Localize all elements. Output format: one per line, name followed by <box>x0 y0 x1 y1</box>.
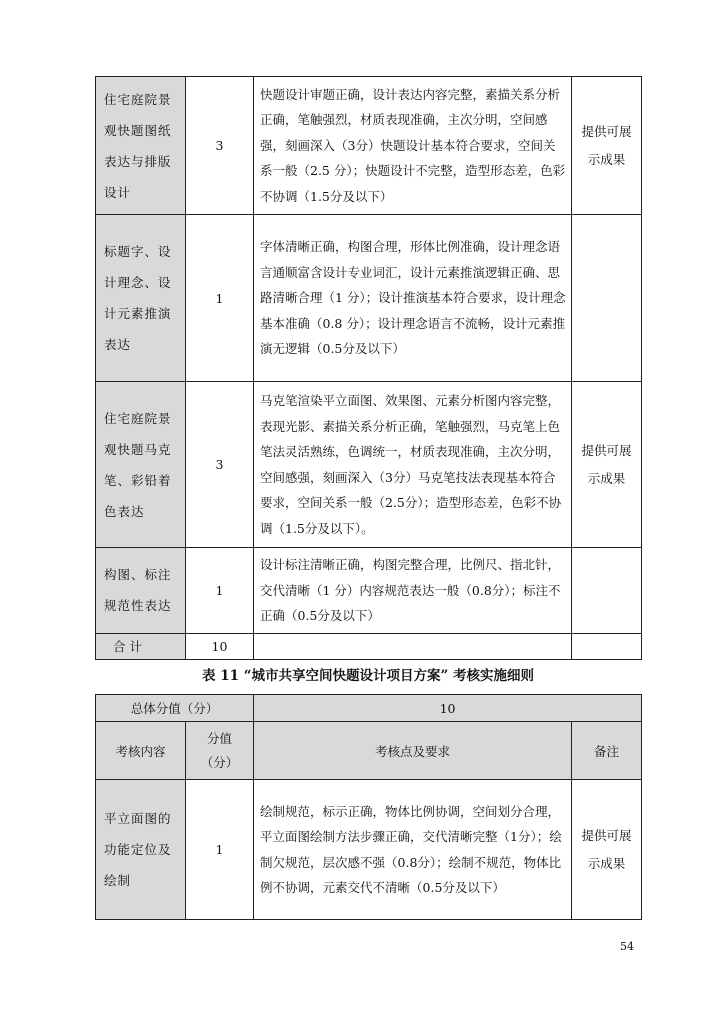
assessment-item: 住宅庭院景观快题图纸表达与排版设计 <box>96 77 186 215</box>
requirement-cell: 设计标注清晰正确，构图完整合理，比例尺、指北针，交代清晰（1 分）内容规范表达一般（0.8分）；标注不正确（0.5分及以下） <box>254 548 572 634</box>
assessment-item: 平立面图的功能定位及绘制 <box>96 780 186 920</box>
header-note: 备注 <box>572 722 642 780</box>
table-row <box>96 215 642 382</box>
table-row <box>96 780 642 920</box>
header-requirement: 考核点及要求 <box>254 722 572 780</box>
table-row <box>96 695 642 722</box>
assessment-item: 住宅庭院景观快题马克笔、彩铅着色表达 <box>96 382 186 548</box>
requirement-cell: 绘制规范，标示正确，物体比例协调，空间划分合理，平立面图绘制方法步骤正确，交代清晰完整（1分）；绘制欠规范，层次感不强（0.8分）；绘制不规范，物体比例不协调，元素交代不清晰（0.5分及以下） <box>254 780 572 920</box>
score-cell: 1 <box>186 215 254 382</box>
requirement-cell: 字体清晰正确，构图合理，形体比例准确，设计理念语言通顺富含设计专业词汇，设计元素推演逻辑正确、思路清晰合理（1 分）；设计推演基本符合要求，设计理念基本准确（0.8 分）；设计理念语言不流畅，设计元素推演无逻辑（0.5分及以下） <box>254 215 572 382</box>
page-number: 54 <box>620 940 634 953</box>
header-score: 分值（分） <box>186 722 254 780</box>
score-cell: 1 <box>186 548 254 634</box>
table-header-row <box>96 722 642 780</box>
score-cell: 3 <box>186 77 254 215</box>
score-cell: 1 <box>186 780 254 920</box>
table-row <box>96 382 642 548</box>
total-value: 10 <box>186 633 254 659</box>
assessment-item: 标题字、设计理念、设计元素推演表达 <box>96 215 186 382</box>
total-score-label: 总体分值（分） <box>96 695 254 722</box>
note-cell: 提供可展示成果 <box>572 77 642 215</box>
requirement-cell: 马克笔渲染平立面图、效果图、元素分析图内容完整，表现光影、素描关系分析正确，笔触强烈，马克笔上色笔法灵活熟练，色调统一，材质表现准确，主次分明，空间感强，刻画深入（3分）马克笔技法表现基本符合要求，空间关系一般（2.5分）；造型形态差，色彩不协调（1.5分及以下）。 <box>254 382 572 548</box>
total-score-value: 10 <box>254 695 642 722</box>
assessment-item: 构图、标注规范性表达 <box>96 548 186 634</box>
note-cell <box>572 215 642 382</box>
table-caption: 表 11 “城市共享空间快题设计项目方案” 考核实施细则 <box>202 668 534 684</box>
header-item: 考核内容 <box>96 722 186 780</box>
assessment-table-continued <box>95 76 642 660</box>
total-row <box>96 633 642 659</box>
note-cell: 提供可展示成果 <box>572 780 642 920</box>
note-cell <box>572 548 642 634</box>
table-row <box>96 77 642 215</box>
assessment-table <box>95 694 642 920</box>
requirement-cell: 快题设计审题正确，设计表达内容完整，素描关系分析正确，笔触强烈，材质表现准确，主次分明，空间感强，刻画深入（3分）快题设计基本符合要求，空间关系一般（2.5 分）；快题设计不完整，造型形态差，色彩不协调（1.5分及以下） <box>254 77 572 215</box>
note-cell: 提供可展示成果 <box>572 382 642 548</box>
score-cell: 3 <box>186 382 254 548</box>
table-row <box>96 548 642 634</box>
total-label: 合 计 <box>96 633 186 659</box>
